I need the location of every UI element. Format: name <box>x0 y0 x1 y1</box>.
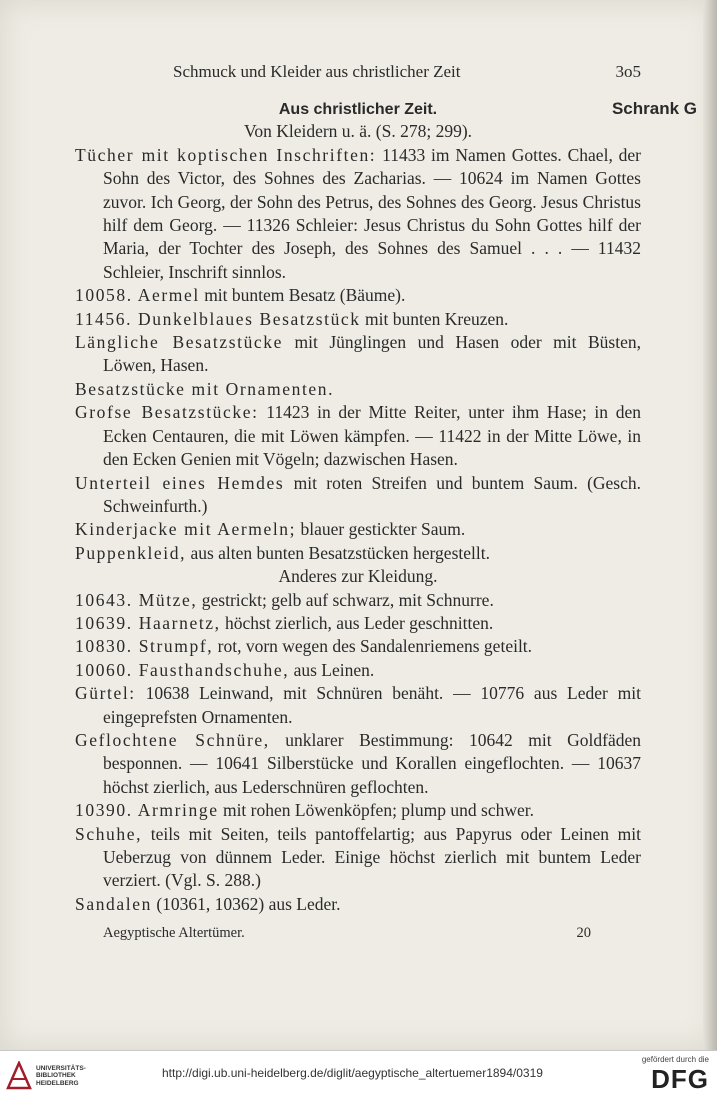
subsection-title: Anderes zur Kleidung. <box>278 566 438 587</box>
entry-text: teils mit Seiten, teils pantoffelartig; aus Papyrus oder Leinen mit Ueberzug von dünnem Leder. Einige höchst zierlich mit buntem Leder verziert. (Vgl. S. 288.) <box>103 823 641 891</box>
entry-lead: Unterteil eines Hemdes <box>75 472 285 493</box>
catalog-entry <box>75 401 641 471</box>
catalog-entry <box>75 378 641 401</box>
digitization-bar <box>0 1050 717 1105</box>
entry-text: unklarer Bestimmung: 10642 mit Goldfäden besponnen. — 10641 Silberstücke und Korallen eingeflochten. — 10637 höchst zierlich, aus Lederschnüren geflochten. <box>103 729 641 797</box>
entry-text: 11433 im Namen Gottes. Chael, der Sohn des Victor, des Sohnes des Zacharias. — 10624 im Namen Gottes zuvor. Ich Georg, der Sohn des Petrus, des Sohnes des Georg. Jesus Christus hilf dem Georg. — 11326 Schleier: Jesus Christus du Sohn Gottes hilf der Maria, der Tochter des Joseph, des Sohnes des Samuel . . . — 11432 Schleier, Inschrift sinnlos. <box>103 144 641 282</box>
catalog-entry <box>75 799 641 822</box>
entry-lead: Grofse Besatzstücke: <box>75 402 259 423</box>
entry-lead: 10639. Haarnetz, <box>75 612 221 633</box>
running-head <box>75 60 641 83</box>
cabinet-label: Schrank G <box>611 99 697 119</box>
entry-lead: Schuhe, <box>75 823 143 844</box>
catalog-entry <box>75 284 641 307</box>
section-subtitle: Von Kleidern u. ä. (S. 278; 299). <box>243 121 473 142</box>
page-edge-shadow <box>703 0 717 1050</box>
catalog-entry <box>75 612 641 635</box>
entry-lead: Tücher mit koptischen Inschriften: <box>75 144 377 165</box>
catalog-entry <box>75 308 641 331</box>
entry-text: 11423 in der Mitte Reiter, unter ihm Hase; in den Ecken Centauren, die mit Löwen kämpfen. — 11422 in der Mitte Löwe, in den Ecken Genien mit Vögeln; dazwischen Hasen. <box>103 402 642 470</box>
entry-list-other <box>75 589 641 917</box>
entry-lead: Puppenkleid, <box>75 542 187 563</box>
entry-lead: Längliche Besatzstücke <box>75 332 284 353</box>
printer-signature: Aegyptische Altertümer. <box>103 925 245 942</box>
catalog-entry <box>75 823 641 893</box>
entry-lead: Kinderjacke mit Aermeln; <box>75 519 297 540</box>
entry-lead: Gürtel: <box>75 683 136 704</box>
catalog-entry <box>75 659 641 682</box>
catalog-entry <box>75 589 641 612</box>
page-text-block <box>75 60 697 946</box>
page-number: 3o5 <box>615 62 641 81</box>
entry-lead: 10058. Aermel <box>75 285 200 306</box>
entry-text: (10361, 10362) aus Leder. <box>151 893 341 914</box>
catalog-entry <box>75 542 641 565</box>
library-line-2: BIBLIOTHEK <box>36 1072 76 1080</box>
entry-lead: 10643. Mütze, <box>75 589 198 610</box>
entry-text: mit buntem Besatz (Bäume). <box>199 285 406 306</box>
catalog-entry <box>75 144 641 284</box>
funder-note: gefördert durch die <box>641 1055 709 1064</box>
entry-lead: Sandalen <box>75 893 152 914</box>
entry-text: mit rohen Löwenköpfen; plump und schwer. <box>218 800 535 821</box>
entry-text: 10638 Leinwand, mit Schnüren benäht. — 10776 aus Leder mit eingeprefsten Ornamenten. <box>103 683 641 727</box>
library-line-1: UNIVERSITÄTS- <box>36 1064 86 1072</box>
entry-text: höchst zierlich, aus Leder geschnitten. <box>220 612 494 633</box>
entry-lead: Besatzstücke mit Ornamenten. <box>75 378 335 399</box>
catalog-entry <box>75 331 641 378</box>
sheet-number: 20 <box>576 925 591 942</box>
entry-text: gestrickt; gelb auf schwarz, mit Schnurre. <box>197 589 494 610</box>
entry-lead: 10830. Strumpf, <box>75 636 214 657</box>
entry-list-clothing <box>75 144 641 565</box>
catalog-entry <box>75 729 641 799</box>
catalog-entry <box>75 518 641 541</box>
library-emblem-icon <box>6 1061 32 1091</box>
running-head-title: Schmuck und Kleider aus christlicher Zeit <box>173 62 461 81</box>
entry-lead: Geflochtene Schnüre, <box>75 729 270 750</box>
funder-logo[interactable] <box>642 1055 709 1094</box>
section-title: Aus christlicher Zeit. <box>278 101 438 119</box>
library-line-3: HEIDELBERG <box>36 1079 79 1087</box>
entry-text: aus Leinen. <box>289 659 375 680</box>
entry-text: blauer gestickter Saum. <box>296 519 466 540</box>
catalog-entry <box>75 635 641 658</box>
entry-text: rot, vorn wegen des Sandalenriemens geteilt. <box>213 636 533 657</box>
page-footer <box>75 922 641 945</box>
entry-text: mit roten Streifen und buntem Saum. (Gesch. Schweinfurth.) <box>103 472 642 516</box>
section-heading-row <box>75 97 697 120</box>
university-library-logo[interactable] <box>6 1061 86 1091</box>
entry-lead: 11456. Dunkelblaues Besatzstück <box>75 308 361 329</box>
permalink-url[interactable]: http://digi.ub.uni-heidelberg.de/diglit/aegyptische_altertuemer1894/0319 <box>162 1066 543 1080</box>
entry-lead: 10390. Armringe <box>75 800 219 821</box>
entry-text: aus alten bunten Besatzstücken hergestellt. <box>186 542 490 563</box>
entry-text: mit Jünglingen und Hasen oder mit Büsten, Löwen, Hasen. <box>103 332 641 376</box>
catalog-entry <box>75 682 641 729</box>
catalog-entry <box>75 472 641 519</box>
dfg-logo-text: DFG <box>651 1064 709 1094</box>
library-name <box>36 1065 86 1088</box>
catalog-entry <box>75 893 641 916</box>
entry-lead: 10060. Fausthandschuhe, <box>75 659 290 680</box>
entry-text: mit bunten Kreuzen. <box>360 308 509 329</box>
